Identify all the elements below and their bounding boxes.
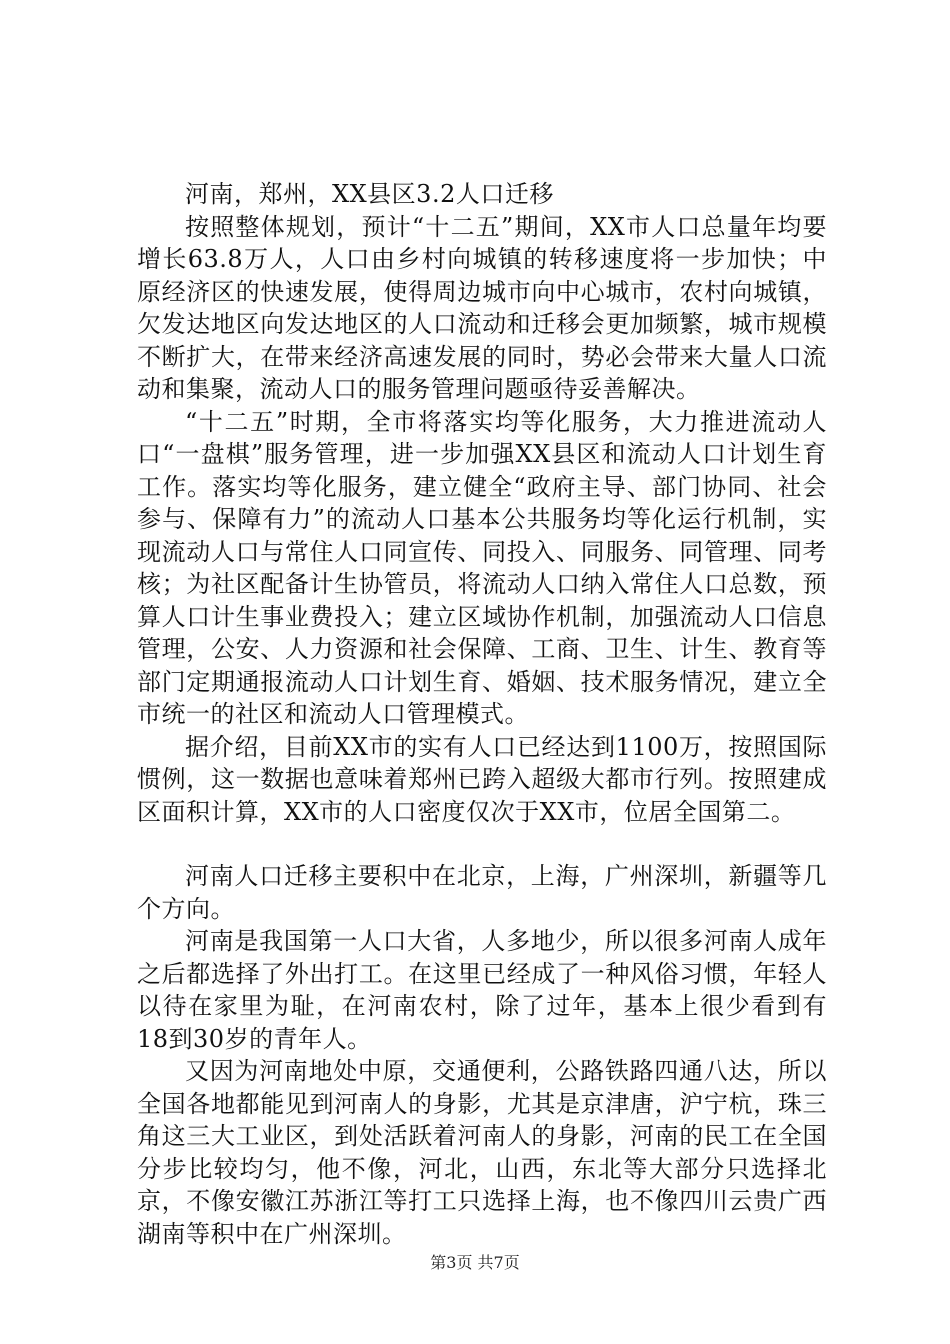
paragraph-gap xyxy=(137,828,827,860)
paragraph-population-figure: 据介绍，目前XX市的实有人口已经达到1100万，按照国际惯例，这一数据也意味着郑州已跨入超级大都市行列。按照建成区面积计算，XX市的人口密度仅次于XX市，位居全国第二。 xyxy=(137,732,827,826)
paragraph-five-year-plan: “十二五”时期，全市将落实均等化服务，大力推进流动人口“一盘棋”服务管理，进一步加强XX县区和流动人口计划生育工作。落实均等化服务，建立健全“政府主导、部门协同、社会参与、保障有力”的流动人口基本公共服务均等化运行机制，实现流动人口与常住人口同宣传、同投入、同服务、同管理、同考核；为社区配备计生协管员，将流动人口纳入常住人口总数，预算人口计生事业费投入；建立区域协作机制，加强流动人口信息管理，公安、人力资源和社会保障、工商、卫生、计生、教育等部门定期通报流动人口计划生育、婚姻、技术服务情况，建立全市统一的社区和流动人口管理模式。 xyxy=(137,407,827,728)
paragraph-heading: 河南，郑州，XX县区3.2人口迁移 xyxy=(185,180,554,208)
paragraph-planning: 按照整体规划，预计“十二五”期间，XX市人口总量年均要增长63.8万人，人口由乡村向城镇的转移速度将一步加快；中原经济区的快速发展，使得周边城市向中心城市，农村向城镇，欠发达地区向发达地区的人口流动和迁移会更加频繁，城市规模不断扩大，在带来经济高速发展的同时，势必会带来大量人口流动和集聚，流动人口的服务管理问题亟待妥善解决。 xyxy=(137,212,827,403)
document-body xyxy=(137,178,827,1250)
page-footer: 第3页 共7页 xyxy=(430,1253,520,1272)
paragraph-migration-directions: 河南人口迁移主要积中在北京，上海，广州深圳，新疆等几个方向。 xyxy=(137,862,827,923)
paragraph-central-location: 又因为河南地处中原，交通便利，公路铁路四通八达，所以全国各地都能见到河南人的身影，尤其是京津唐，沪宁杭，珠三角这三大工业区，到处活跃着河南人的身影，河南的民工在全国分步比较均匀，他不像，河北，山西，东北等大部分只选择北京，不像安徽江苏浙江等打工只选择上海，也不像四川云贵广西湖南等积中在广州深圳。 xyxy=(137,1057,827,1248)
paragraph-populous-province: 河南是我国第一人口大省，人多地少，所以很多河南人成年之后都选择了外出打工。在这里已经成了一种风俗习惯，年轻人以待在家里为耻，在河南农村，除了过年，基本上很少看到有18到30岁的青年人。 xyxy=(137,927,827,1053)
